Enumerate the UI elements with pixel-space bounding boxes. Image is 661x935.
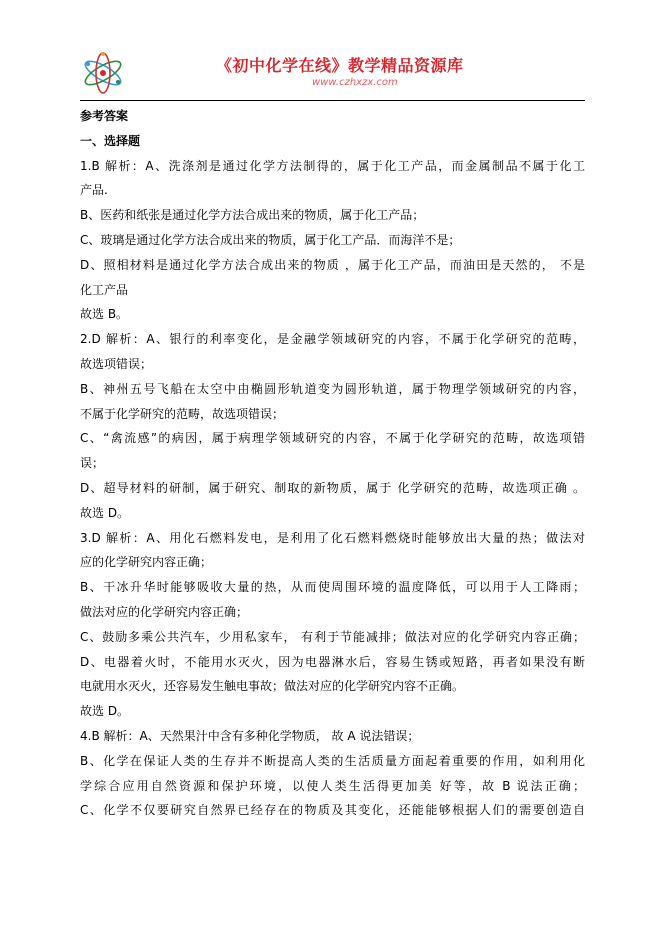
text-line: 误； [80,456,105,471]
text-line: B、神州五号飞船在太空中由椭圆形轨道变为圆形轨道，属于物理学领域研究的内容， [80,381,585,396]
text-line: 产品. [80,183,108,198]
text-line: 故选 D。 [80,704,130,719]
text-line: D、超导材料的研制，属于研究、制取的新物质，属于 化学研究的范畴，故选项正确 。 [80,480,585,495]
text-line: 2.D 解析：A、银行的利率变化，是金融学领域研究的内容，不属于化学研究的范畴， [80,332,585,347]
page-header [80,44,585,100]
text-line: B、干冰升华时能够吸收大量的热，从而使周围环境的温度降低，可以用于人工降雨； [80,580,585,595]
text-line: D、电器着火时，不能用水灭火，因为电器淋水后，容易生锈或短路，再者如果没有断 [80,654,585,669]
text-line: C、化学不仅要研究自然界已经存在的物质及其变化，还能能够根据人们的需要创造自 [80,803,585,818]
text-line: 化工产品 [80,282,129,297]
header-divider [80,100,585,101]
text-line: 不属于化学研究的范畴，故选项错误； [80,406,285,421]
text-line: D、照相材料是通过化学方法合成出来的物质 ，属于化工产品，而油田是天然的， 不是 [80,257,585,272]
banner-title: 《初中化学在线》教学精品资源库 [216,56,464,75]
banner-url: www.czhxzx.com [312,77,398,88]
text-line: 电就用水灭火，还容易发生触电事故；做法对应的化学研究内容不正确。 [80,679,465,694]
atom-logo-icon [80,50,126,96]
text-line: C、“禽流感”的病因，属于病理学领域研究的内容，不属于化学研究的范畴，故选项错 [80,431,585,446]
text-line: 学综合应用自然资源和保护环境，以使人类生活得更加美 好等，故 B 说法正确； [80,778,585,793]
text-line: 4.B 解析：A、天然果汁中含有多种化学物质， 故 A 说法错误； [80,728,420,743]
text-line: 故选 D。 [80,505,130,520]
section-heading: 一、选择题 [80,133,141,148]
text-line: C、玻璃是通过化学方法合成出来的物质，属于化工产品．而海洋不是； [80,232,461,247]
section-heading: 参考答案 [80,109,129,123]
text-line: 1.B 解析：A、洗涤剂是通过化学方法制得的，属于化工产品，而金属制品不属于化工 [80,158,585,173]
text-line: B、化学在保证人类的生存并不断提高人类的生活质量方面起着重要的作用，如利用化 [80,753,585,768]
text-line: 应的化学研究内容正确； [80,555,213,570]
text-line: 故选项错误； [80,356,153,371]
text-line: C、鼓励多乘公共汽车，少用私家车， 有利于节能减排；做法对应的化学研究内容正确； [80,629,585,644]
text-line: B、医药和纸张是通过化学方法合成出来的物质，属于化工产品； [80,208,425,223]
answer-content [80,104,585,823]
text-line: 做法对应的化学研究内容正确； [80,604,249,619]
text-line: 3.D 解析：A、用化石燃料发电，是利用了化石燃料燃烧时能够放出大量的热；做法对 [80,530,585,545]
text-line: 故选 B。 [80,307,129,322]
